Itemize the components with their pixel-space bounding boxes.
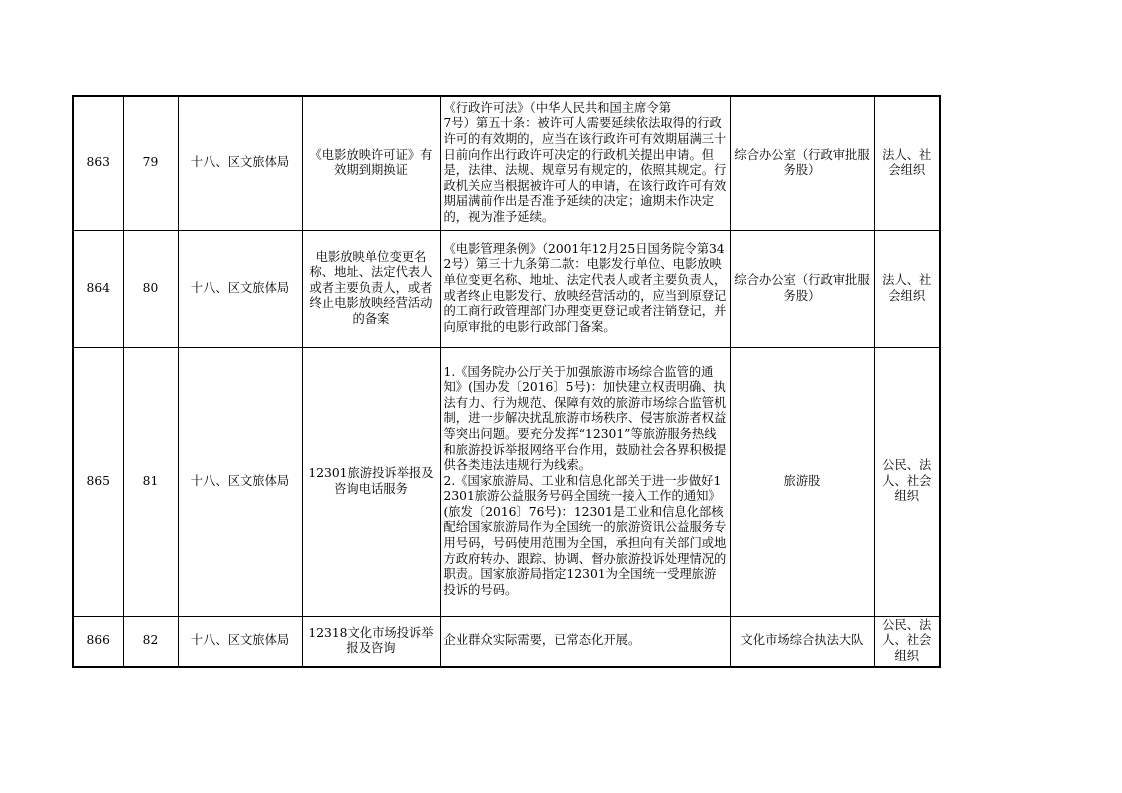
row-seq-cell: 863: [73, 96, 123, 230]
row-department-cell: 十八、区文旅体局: [178, 347, 302, 616]
row-service-object-cell: 法人、社会组织: [874, 96, 940, 230]
row-sub-seq-cell: 82: [123, 616, 178, 667]
row-sub-seq-cell: 79: [123, 96, 178, 230]
row-department-cell: 十八、区文旅体局: [178, 96, 302, 230]
row-legal-basis-cell: 企业群众实际需要，已常态化开展。: [440, 616, 730, 667]
row-item-name-cell: 12301旅游投诉举报及咨询电话服务: [302, 347, 440, 616]
table-row: [73, 616, 940, 667]
row-legal-basis-cell: 《电影管理条例》（2001年12月25日国务院令第342号）第三十九条第二款：电影发行单位、电影放映单位变更名称、地址、法定代表人或者主要负责人，或者终止电影发行、放映经营活动的，应当到原登记的工商行政管理部门办理变更登记或者注销登记，并向原审批的电影行政部门备案。: [440, 230, 730, 347]
table-row: [73, 347, 940, 616]
table-row: [73, 230, 940, 347]
row-service-object-cell: 公民、法人、社会组织: [874, 347, 940, 616]
row-responsible-unit-cell: 综合办公室（行政审批服务股）: [730, 230, 874, 347]
row-sub-seq-cell: 80: [123, 230, 178, 347]
table-row: [73, 96, 940, 230]
row-seq-cell: 864: [73, 230, 123, 347]
row-legal-basis-cell: 《行政许可法》（中华人民共和国主席令第 7号）第五十条：被许可人需要延续依法取得的行政许可的有效期的，应当在该行政许可有效期届满三十日前向作出行政许可决定的行政机关提出申请。但是，法律、法规、规章另有规定的，依照其规定。行政机关应当根据被许可人的申请，在该行政许可有效期届满前作出是否准予延续的决定；逾期未作决定的，视为准予延续。: [440, 96, 730, 230]
row-responsible-unit-cell: 综合办公室（行政审批服务股）: [730, 96, 874, 230]
row-legal-basis-cell: 1.《国务院办公厅关于加强旅游市场综合监管的通知》(国办发〔2016〕5号)：加快建立权责明确、执法有力、行为规范、保障有效的旅游市场综合监管机制，进一步解决扰乱旅游市场秩序、侵害旅游者权益等突出问题。要充分发挥“12301”等旅游服务热线和旅游投诉举报网络平台作用，鼓励社会各界积极提供各类违法违规行为线索。 2.《国家旅游局、工业和信息化部关于进一步做好12301旅游公益服务号码全国统一接入工作的通知》(旅发〔2016〕76号)：12301是工业和信息化部核配给国家旅游局作为全国统一的旅游资讯公益服务专用号码，号码使用范围为全国，承担向有关部门或地方政府转办、跟踪、协调、督办旅游投诉处理情况的职责。国家旅游局指定12301为全国统一受理旅游投诉的号码。: [440, 347, 730, 616]
row-service-object-cell: 法人、社会组织: [874, 230, 940, 347]
row-department-cell: 十八、区文旅体局: [178, 616, 302, 667]
row-item-name-cell: 12318文化市场投诉举报及咨询: [302, 616, 440, 667]
row-service-object-cell: 公民、法人、社会组织: [874, 616, 940, 667]
row-sub-seq-cell: 81: [123, 347, 178, 616]
row-seq-cell: 866: [73, 616, 123, 667]
row-responsible-unit-cell: 旅游股: [730, 347, 874, 616]
row-department-cell: 十八、区文旅体局: [178, 230, 302, 347]
row-item-name-cell: 《电影放映许可证》有效期到期换证: [302, 96, 440, 230]
row-item-name-cell: 电影放映单位变更名称、地址、法定代表人或者主要负责人，或者终止电影放映经营活动的备案: [302, 230, 440, 347]
service-list-table: [72, 95, 941, 668]
row-responsible-unit-cell: 文化市场综合执法大队: [730, 616, 874, 667]
row-seq-cell: 865: [73, 347, 123, 616]
